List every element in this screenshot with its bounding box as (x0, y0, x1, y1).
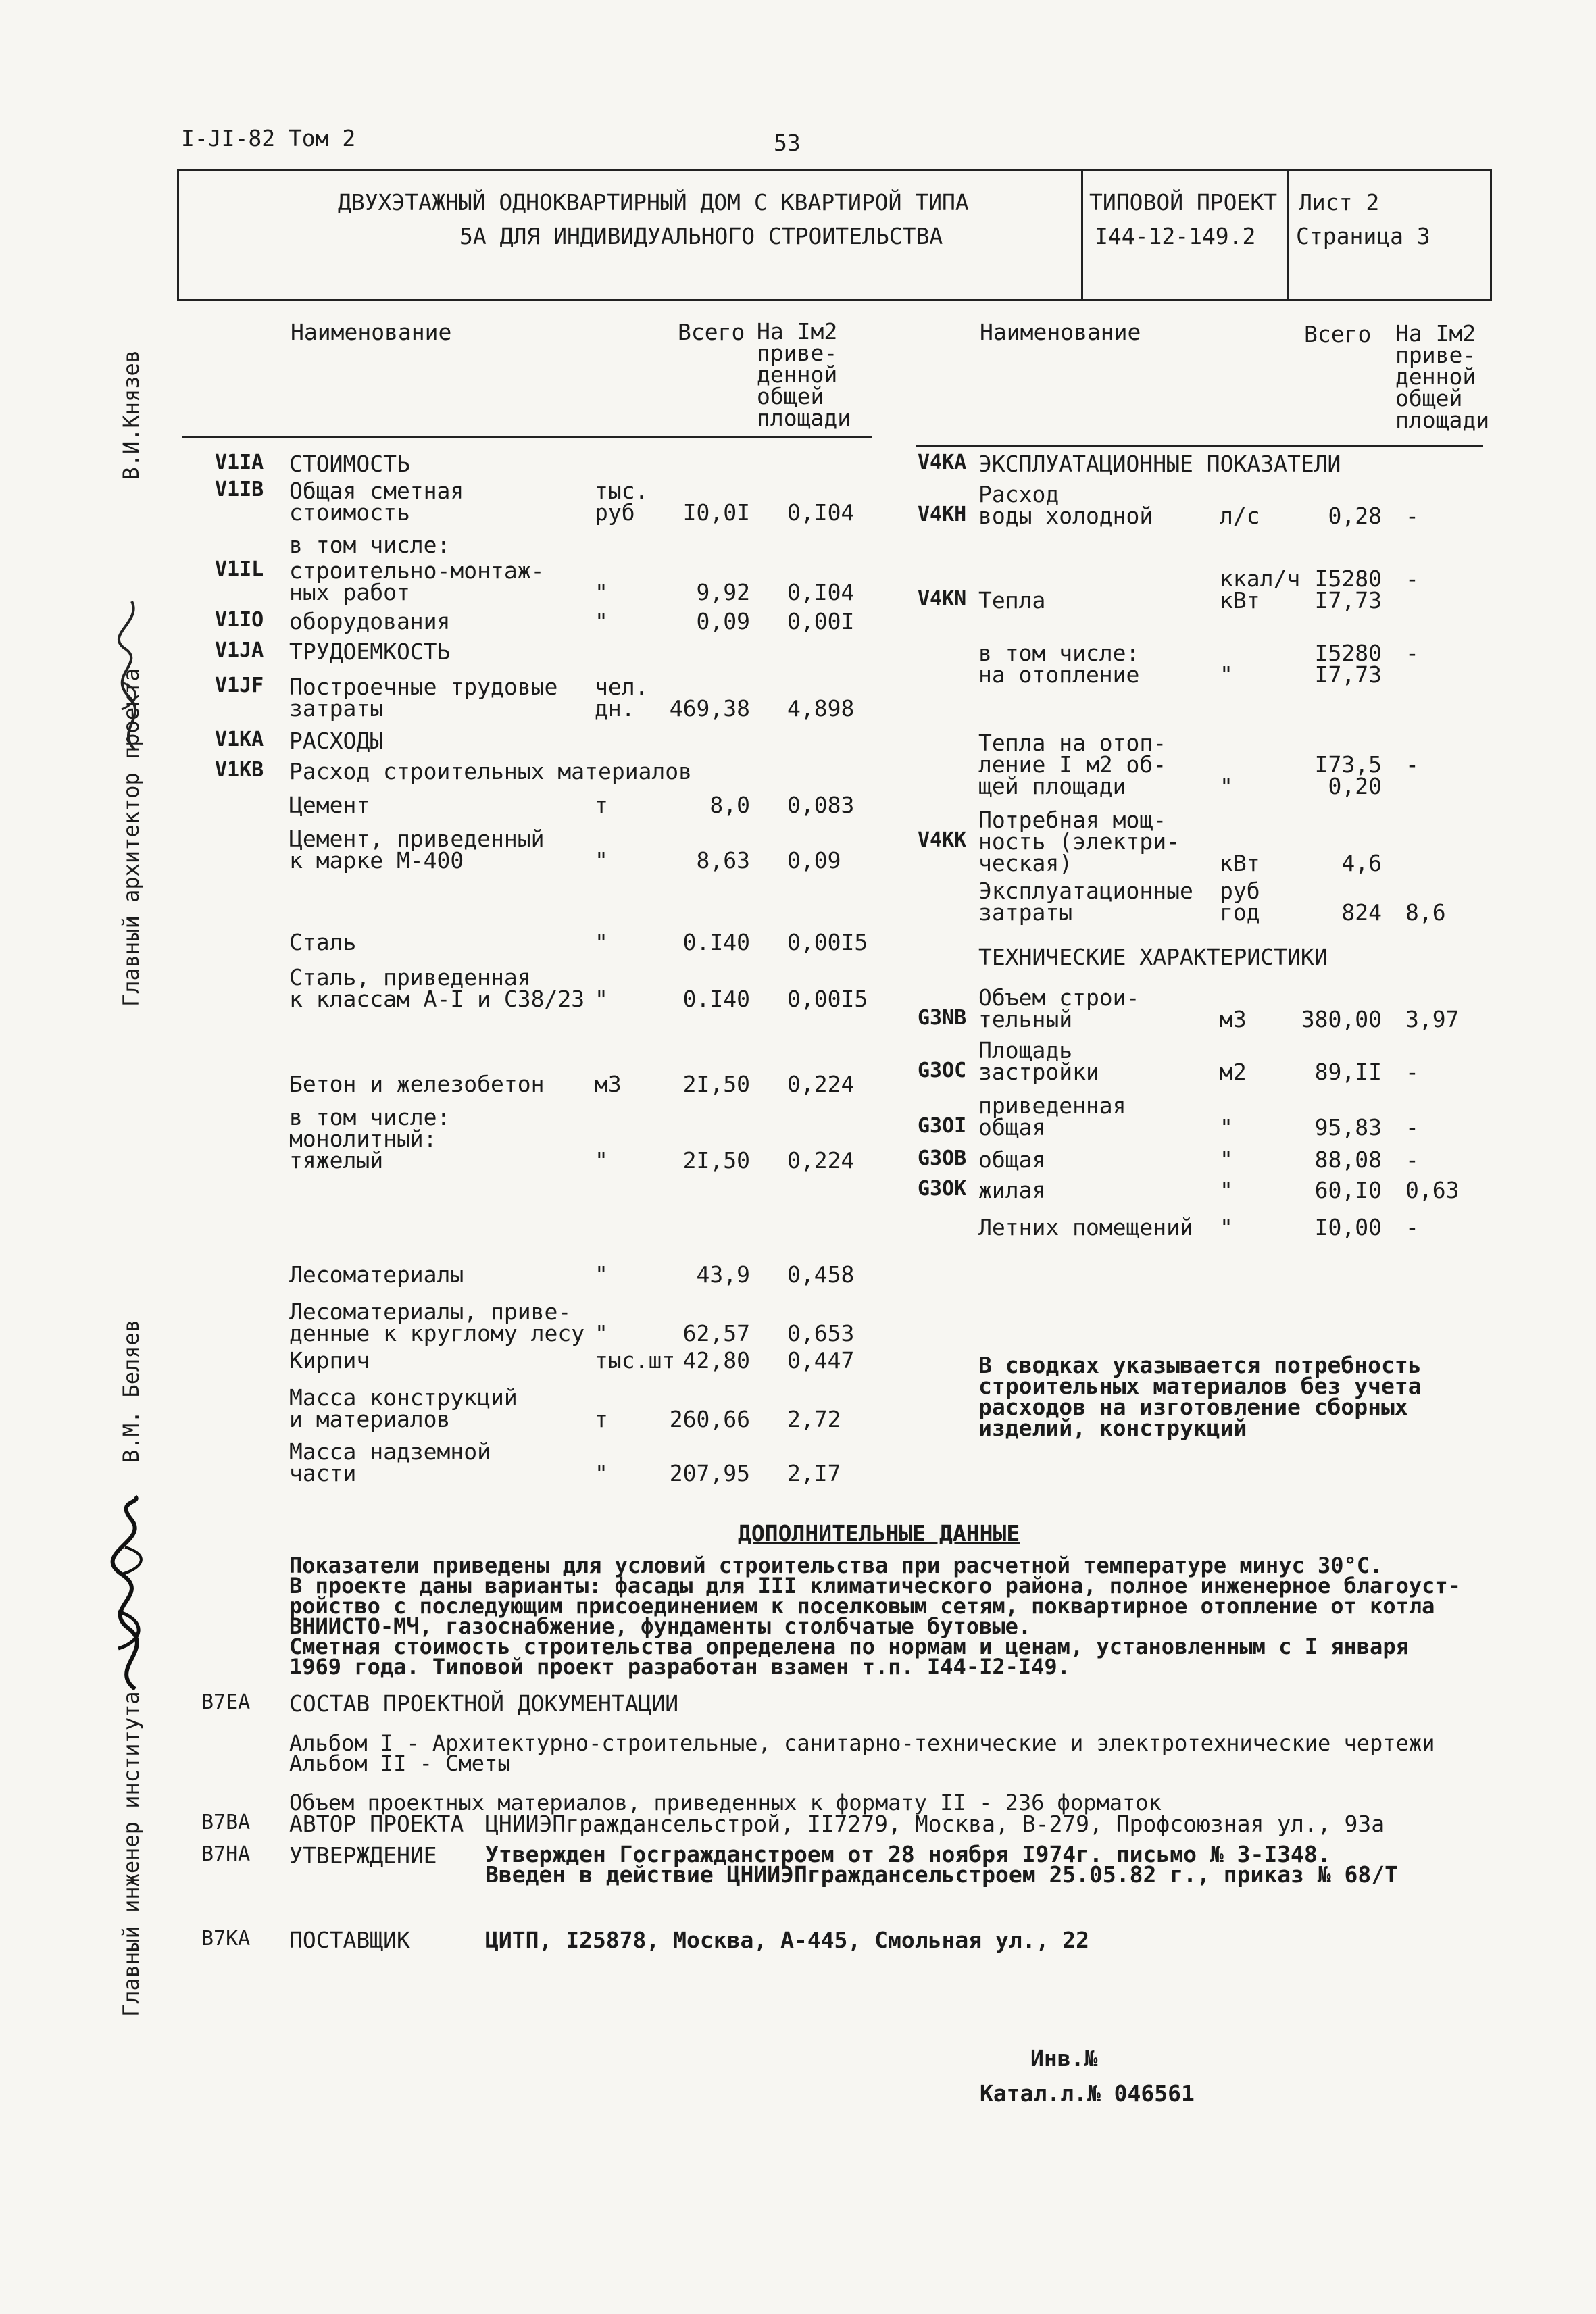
row-name: Лесоматериалы (289, 1261, 464, 1288)
row-name: Эксплуатационные (978, 878, 1193, 904)
row-name: Сталь, приведенная (289, 964, 531, 990)
row-unit: " (595, 1320, 608, 1347)
header-rule-right (916, 445, 1483, 447)
row-total: 60,I0 (1314, 1177, 1382, 1203)
row-per-m2: 0,447 (787, 1347, 855, 1374)
row-total: 42,80 (682, 1347, 750, 1374)
row-name: Расход (978, 481, 1059, 507)
row-name: приведенная (978, 1092, 1126, 1119)
row-code: V1JF (215, 674, 264, 697)
row-per-m2: 0,00I5 (787, 986, 868, 1012)
row-total: 469,38 (669, 695, 750, 722)
row-name: СТОИМОСТЬ (289, 451, 410, 477)
row-total: 43,9 (696, 1261, 750, 1288)
row-name: части (289, 1460, 357, 1486)
supplier-value: ЦИТП, I25878, Москва, А-445, Смольная ул., 22 (485, 1927, 1090, 1953)
row-code: G3OI (918, 1114, 967, 1138)
row-name: строительно-монтаж- (289, 557, 545, 584)
row-per-m2: 8,6 (1405, 899, 1446, 926)
row-per-m2: 0,653 (787, 1320, 855, 1347)
row-name: ность (электри- (978, 828, 1180, 855)
row-code: V1IA (215, 451, 264, 474)
row-name: тяжелый (289, 1147, 384, 1174)
row-unit: " (595, 608, 608, 634)
row-total: 89,II (1314, 1059, 1382, 1085)
row-name: Бетон и железобетон (289, 1071, 545, 1097)
row-per-m2: 0,458 (787, 1261, 855, 1288)
row-per-m2: 0,224 (787, 1071, 855, 1097)
row-name: монолитный: (289, 1126, 437, 1152)
row-per-m2: 0,224 (787, 1147, 855, 1174)
row-per-m2: - (1405, 1059, 1419, 1085)
row-total: 0,09 (696, 608, 750, 634)
row-name: ление I м2 об- (978, 751, 1167, 778)
left-col-total-header: Всего (678, 319, 745, 345)
row-code: G3OC (918, 1059, 967, 1082)
row-name: ЭКСПЛУАТАЦИОННЫЕ ПОКАЗАТЕЛИ (978, 451, 1341, 477)
row-name: Масса конструкций (289, 1384, 518, 1411)
row-name: Лесоматериалы, приве- (289, 1299, 572, 1325)
row-unit: " (1220, 1147, 1233, 1173)
row-code: V1JA (215, 638, 264, 662)
row-name: ческая) (978, 850, 1073, 876)
row-unit: руб (595, 499, 635, 526)
row-unit: дн. (595, 695, 635, 722)
supplier-label: ПОСТАВЩИК (289, 1927, 410, 1953)
row-per-m2: - (1405, 751, 1419, 778)
row-unit: т (595, 1406, 608, 1432)
row-unit: " (1220, 661, 1233, 688)
row-name: ных работ (289, 579, 410, 605)
approval-value: Утвержден Госгражданстроем от 28 ноября I974г. письмо № 3-I348. Введен в действие ЦНИИЭПграждансельстроем 25.05.82 г., приказ № 68/Т (485, 1841, 1399, 1888)
row-total: 824 (1341, 899, 1382, 926)
row-total: I73,5 (1314, 751, 1382, 778)
row-name: стоимость (289, 499, 410, 526)
row-per-m2: 3,97 (1405, 1006, 1460, 1032)
row-per-m2: 0,00I (787, 608, 855, 634)
row-total: I0,00 (1314, 1214, 1382, 1240)
row-unit: руб (1220, 878, 1260, 904)
row-name: затраты (289, 695, 384, 722)
row-unit: " (595, 986, 608, 1012)
doc-title-line2: 5А ДЛЯ ИНДИВИДУАЛЬНОГО СТРОИТЕЛЬСТВА (459, 223, 943, 249)
row-name: Тепла на отоп- (978, 730, 1167, 756)
row-unit: " (595, 929, 608, 955)
row-unit: чел. (595, 674, 649, 700)
row-per-m2: 0,09 (787, 847, 841, 874)
right-col-name-header: Наименование (980, 319, 1141, 345)
row-unit: кВт (1220, 850, 1260, 876)
page-number: 53 (774, 130, 801, 156)
row-total: 8,0 (709, 792, 750, 818)
row-per-m2: 2,I7 (787, 1460, 841, 1486)
row-total: I5280 (1314, 565, 1382, 592)
author-label: АВТОР ПРОЕКТА (289, 1811, 464, 1837)
row-name: Тепла (978, 587, 1046, 613)
row-total: 0,28 (1328, 503, 1382, 529)
row-total: I7,73 (1314, 587, 1382, 613)
row-unit: ккал/ч (1220, 565, 1301, 592)
row-unit: тыс. (595, 478, 649, 504)
row-total: 8,63 (696, 847, 750, 874)
row-per-m2: 0,I04 (787, 579, 855, 605)
row-code: V4KA (918, 451, 967, 474)
row-unit: год (1220, 899, 1260, 926)
row-name: тельный (978, 1006, 1073, 1032)
additional-title: ДОПОЛНИТЕЛЬНЫЕ ДАННЫЕ (738, 1520, 1020, 1546)
page-label: Страница 3 (1296, 223, 1430, 249)
row-name: щей площади (978, 773, 1126, 799)
row-name: общая (978, 1147, 1046, 1173)
row-total: 0,20 (1328, 773, 1382, 799)
project-code: I44-12-149.2 (1095, 223, 1256, 249)
composition-title: СОСТАВ ПРОЕКТНОЙ ДОКУМЕНТАЦИИ (289, 1690, 679, 1717)
sheet-label: Лист 2 (1299, 189, 1380, 216)
approval-code: B7HA (201, 1842, 251, 1866)
supplier-code: B7KA (201, 1927, 251, 1951)
row-unit: " (1220, 1114, 1233, 1140)
row-total: 0.I40 (682, 929, 750, 955)
row-name: Площадь (978, 1037, 1073, 1063)
series-label: I-JI-82 Том 2 (181, 125, 356, 151)
row-unit: " (595, 847, 608, 874)
row-name: Расход строительных материалов (289, 758, 693, 784)
row-unit: " (595, 579, 608, 605)
row-per-m2: - (1405, 565, 1419, 592)
row-code: V1KA (215, 728, 264, 751)
row-code: V1KB (215, 758, 264, 782)
row-name: затраты (978, 899, 1073, 926)
author-code: B7BA (201, 1811, 251, 1834)
row-code: V4KK (918, 828, 967, 852)
row-total: 2I,50 (682, 1071, 750, 1097)
row-name: Цемент, приведенный (289, 826, 545, 852)
catalog-number: Катал.л.№ 046561 (980, 2080, 1195, 2107)
row-total: I7,73 (1314, 661, 1382, 688)
row-total: 88,08 (1314, 1147, 1382, 1173)
row-code: G3OK (918, 1177, 967, 1201)
row-code: V1IL (215, 557, 264, 581)
row-code: V1IO (215, 608, 264, 632)
row-per-m2: 2,72 (787, 1406, 841, 1432)
row-name: воды холодной (978, 503, 1153, 529)
row-total: 62,57 (682, 1320, 750, 1347)
engineer-signature (101, 1493, 162, 1696)
row-name: Кирпич (289, 1347, 370, 1374)
inventory-number: Инв.№ (1030, 2045, 1098, 2071)
row-code: V1IB (215, 478, 264, 501)
title-divider-2 (1287, 171, 1289, 299)
row-total: 2I,50 (682, 1147, 750, 1174)
row-unit: " (1220, 1214, 1233, 1240)
row-name: Потребная мощ- (978, 807, 1167, 833)
row-per-m2: 0,00I5 (787, 929, 868, 955)
row-per-m2: - (1405, 1214, 1419, 1240)
row-per-m2: 4,898 (787, 695, 855, 722)
left-col-name-header: Наименование (291, 319, 452, 345)
row-per-m2: - (1405, 1147, 1419, 1173)
additional-text: Показатели приведены для условий строительства при расчетной температуре минус 30°С. В проекте даны варианты: фасады для III климатического района, полное инженерное благоуст- ройство с последующим присоединением к поселковым сетям, поквартирное отопление от котла ВНИИСТО-МЧ, газоснабжение, фундаменты столбчатые бутовые. Сметная стоимость строительства определена по нормам и ценам, установленным с I января 1969 года. Типовой проект разработан взамен т.п. I44-I2-I49. (289, 1553, 1461, 1680)
approval-label: УТВЕРЖДЕНИЕ (289, 1842, 437, 1869)
row-name: и материалов (289, 1406, 451, 1432)
row-total: 4,6 (1341, 850, 1382, 876)
row-name: в том числе: (289, 1104, 451, 1130)
row-unit: " (595, 1460, 608, 1486)
row-per-m2: - (1405, 1114, 1419, 1140)
right-col-total-header: Всего (1304, 321, 1372, 347)
row-name: ТЕХНИЧЕСКИЕ ХАРАКТЕРИСТИКИ (978, 944, 1328, 970)
row-name: Построечные трудовые (289, 674, 558, 700)
row-name: Объем строи- (978, 984, 1140, 1011)
margin-engineer: Главный инженер института В.М. Беляев (118, 1319, 144, 2017)
header-rule-left (182, 436, 872, 438)
row-unit: л/с (1220, 503, 1260, 529)
row-name: к классам А-I и С38/23 (289, 986, 585, 1012)
row-name: Сталь (289, 929, 357, 955)
row-unit: м3 (1220, 1006, 1247, 1032)
row-total: I5280 (1314, 640, 1382, 666)
row-unit: т (595, 792, 608, 818)
row-unit: м3 (595, 1071, 622, 1097)
row-code: V4KH (918, 503, 967, 526)
author-value: ЦНИИЭПграждансельстрой, II7279, Москва, В-279, Профсоюзная ул., 93а (485, 1811, 1385, 1837)
row-total: 0.I40 (682, 986, 750, 1012)
row-total: 260,66 (669, 1406, 750, 1432)
row-per-m2: - (1405, 503, 1419, 529)
row-name: денные к круглому лесу (289, 1320, 585, 1347)
row-name: Общая сметная (289, 478, 464, 504)
row-per-m2: 0,I04 (787, 499, 855, 526)
row-name: общая (978, 1114, 1046, 1140)
row-unit: м2 (1220, 1059, 1247, 1085)
row-name: в том числе: (289, 532, 451, 558)
row-unit: " (1220, 1177, 1233, 1203)
architect-signature (108, 595, 155, 757)
row-per-m2: - (1405, 640, 1419, 666)
row-name: застройки (978, 1059, 1099, 1085)
left-col-perm2-header: На Iм2 приве- денной общей площади (757, 318, 851, 431)
row-total: 380,00 (1301, 1006, 1382, 1032)
row-unit: " (1220, 773, 1233, 799)
row-code: G3NB (918, 1006, 967, 1030)
row-total: 95,83 (1314, 1114, 1382, 1140)
row-unit: кВт (1220, 587, 1260, 613)
row-total: 9,92 (696, 579, 750, 605)
row-name: Летних помещений (978, 1214, 1193, 1240)
row-name: к марке М-400 (289, 847, 464, 874)
margin-architect: Главный архитектор проекта В.И.Князев (118, 349, 144, 1007)
composition-lines: Альбом I - Архитектурно-строительные, санитарно-технические и электротехнические чертежи Альбом II - Сметы Объем проектных материалов, приведенных к формату II - 236 форматок (289, 1730, 1435, 1815)
right-col-perm2-header: На Iм2 приве- денной общей площади (1395, 320, 1490, 433)
row-unit: " (595, 1147, 608, 1174)
title-divider-1 (1081, 171, 1083, 299)
row-total: 207,95 (669, 1460, 750, 1486)
row-name: РАСХОДЫ (289, 728, 384, 754)
row-name: Цемент (289, 792, 370, 818)
right-note: В сводках указывается потребность строительных материалов без учета расходов на изготовление сборных изделий, конструкций (978, 1352, 1422, 1441)
row-code: G3OB (918, 1147, 967, 1170)
row-name: на отопление (978, 661, 1140, 688)
row-name: в том числе: (978, 640, 1140, 666)
composition-code: B7EA (201, 1690, 251, 1714)
row-name: ТРУДОЕМКОСТЬ (289, 638, 451, 665)
row-unit: тыс.шт (595, 1347, 676, 1374)
row-name: жилая (978, 1177, 1046, 1203)
project-label: ТИПОВОЙ ПРОЕКТ (1089, 189, 1278, 216)
row-unit: " (595, 1261, 608, 1288)
row-name: оборудования (289, 608, 451, 634)
row-name: Масса надземной (289, 1438, 491, 1465)
row-per-m2: 0,083 (787, 792, 855, 818)
row-code: V4KN (918, 587, 967, 611)
row-total: I0,0I (682, 499, 750, 526)
row-per-m2: 0,63 (1405, 1177, 1460, 1203)
doc-title-line1: ДВУХЭТАЖНЫЙ ОДНОКВАРТИРНЫЙ ДОМ С КВАРТИРОЙ ТИПА (338, 189, 969, 216)
